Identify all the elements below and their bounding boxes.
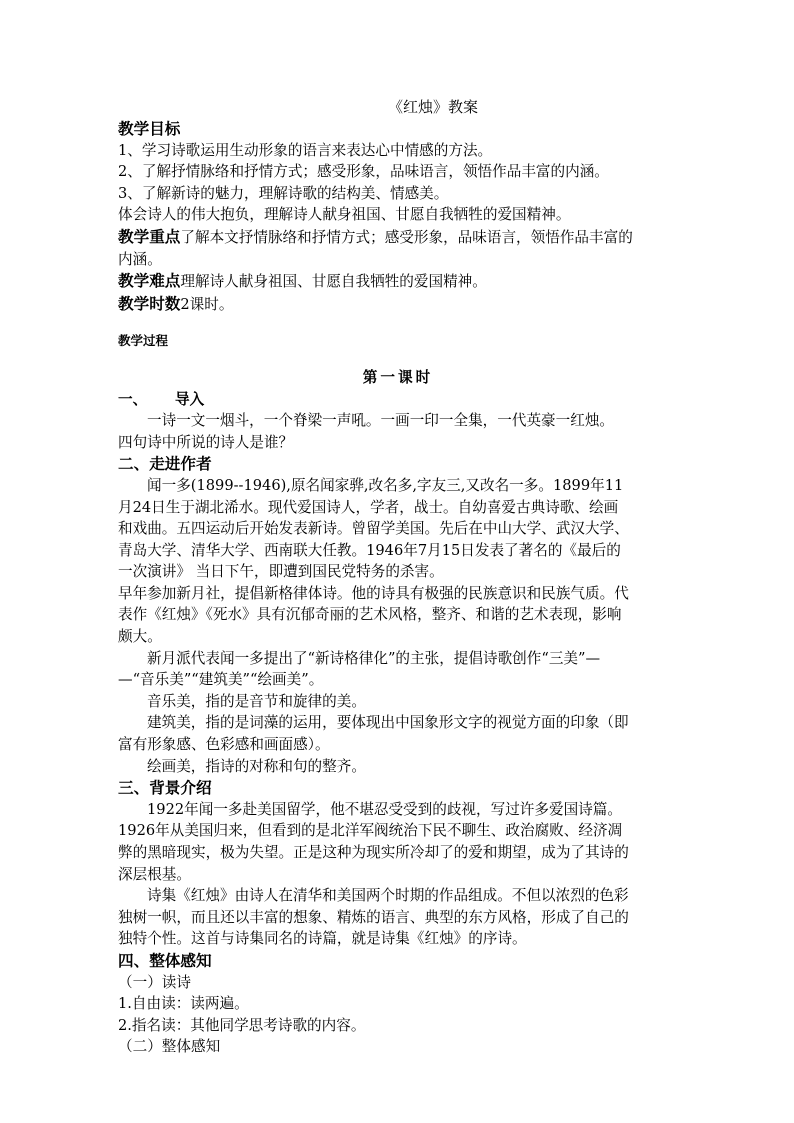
focus-text-cont: 内涵。 — [118, 250, 162, 268]
hours-paragraph — [118, 293, 678, 316]
section-1-line: 四句诗中所说的诗人是谁？ — [118, 433, 294, 451]
focus-label: 教学重点 — [118, 226, 181, 246]
goal-line: 2、了解抒情脉络和抒情方式；感受形象，品味语言，领悟作品丰富的内涵。 — [118, 163, 609, 181]
section-2-line: —“音乐美”“建筑美”“绘画美”。 — [118, 671, 324, 689]
section-2-line: 表作《红烛》《死水》具有沉郁奇丽的艺术风格，整齐、和谐的艺术表现，影响 — [118, 606, 622, 624]
goals-heading: 教学目标 — [118, 119, 181, 138]
section-2-line: 青岛大学、清华大学、西南联大任教。1946年7月15日发表了著名的《最后的 — [118, 541, 621, 559]
process-heading: 教学过程 — [118, 333, 169, 349]
document-title: 《红烛》教案 — [387, 98, 478, 116]
section-4-item: 1.自由读：读两遍。 — [118, 995, 249, 1013]
focus-paragraph — [118, 226, 678, 249]
goal-line: 3、了解新诗的魅力，理解诗歌的结构美、情感美。 — [118, 184, 449, 202]
section-3-line: 独特个性。这首与诗集同名的诗篇，就是诗集《红烛》的序诗。 — [118, 930, 527, 948]
goal-line: 体会诗人的伟大抱负，理解诗人献身祖国、甘愿自我牺牲的爱国精神。 — [118, 206, 571, 224]
section-4-subheading: （二）整体感知 — [118, 1038, 221, 1056]
section-4-item: 2.指名读：其他同学思考诗歌的内容。 — [118, 1016, 366, 1034]
section-4-subheading: （一）读诗 — [118, 973, 191, 991]
section-3-line: 深层根基。 — [118, 865, 191, 883]
section-2-line: 月24日生于湖北浠水。现代爱国诗人，学者，战士。自幼喜爱古典诗歌、绘画 — [118, 498, 619, 516]
section-2-line: 和戏曲。五四运动后开始发表新诗。曾留学美国。先后在中山大学、武汉大学、 — [118, 520, 629, 538]
section-2-heading: 二、走进作者 — [118, 454, 212, 474]
focus-text: 了解本文抒情脉络和抒情方式；感受形象，品味语言，领悟作品丰富的 — [180, 228, 633, 246]
goal-line: 1、学习诗歌运用生动形象的语言来表达心中情感的方法。 — [118, 141, 493, 159]
section-1-title: 导入 — [175, 390, 205, 408]
section-2-line: 颇大。 — [118, 628, 162, 646]
difficulty-text: 理解诗人献身祖国、甘愿自我牺牲的爱国精神。 — [180, 273, 487, 291]
section-3-line: 诗集《红烛》由诗人在清华和美国两个时期的作品组成。不但以浓烈的色彩 — [147, 887, 629, 905]
section-2-line: 建筑美，指的是词藻的运用，要体现出中国象形文字的视觉方面的印象（即 — [147, 714, 629, 732]
section-3-line: 弊的黑暗现实，极为失望。正是这种为现实所冷却了的爱和期望，成为了其诗的 — [118, 844, 629, 861]
section-3-line: 独树一帜，而且还以丰富的想象、精炼的语言、典型的东方风格，形成了自己的 — [118, 908, 629, 926]
section-1-number: 一、 — [118, 390, 148, 408]
section-2-line: 富有形象感、色彩感和画面感）。 — [118, 736, 330, 754]
section-2-line: 音乐美，指的是音节和旋律的美。 — [147, 692, 366, 710]
section-2-line: 新月派代表闻一多提出了“新诗格律化”的主张，提倡诗歌创作“三美”— — [147, 649, 601, 667]
section-1-line: 一诗一文一烟斗，一个脊梁一声吼。一画一印一全集，一代英豪一红烛。 — [147, 412, 615, 430]
difficulty-label: 教学难点 — [118, 271, 181, 291]
section-4-heading: 四、整体感知 — [118, 950, 212, 970]
section-3-heading: 三、背景介绍 — [118, 778, 212, 798]
section-2-line: 闻一多(1899--1946),原名闻家骅,改名多,字友三,又改名一多。1899年11 — [147, 476, 624, 494]
section-2-line: 一次演讲》 当日下午，即遭到国民党特务的杀害。 — [118, 563, 444, 581]
section-3-line: 1926年从美国归来，但看到的是北洋军阀统治下民不聊生、政治腐败、经济凋 — [118, 822, 623, 840]
document-body — [118, 96, 678, 1058]
lesson-heading: 第一课时 — [362, 368, 434, 386]
section-2-line: 早年参加新月社，提倡新格律体诗。他的诗具有极强的民族意识和民族气质。代 — [118, 584, 629, 602]
hours-text: 2课时。 — [180, 295, 234, 313]
hours-label: 教学时数 — [118, 293, 181, 313]
difficulty-paragraph — [118, 270, 678, 293]
section-2-line: 绘画美，指诗的对称和句的整齐。 — [147, 757, 366, 775]
section-3-line: 1922年闻一多赴美国留学，他不堪忍受受到的歧视，写过许多爱国诗篇。 — [147, 800, 622, 818]
section-1-heading — [118, 389, 678, 411]
